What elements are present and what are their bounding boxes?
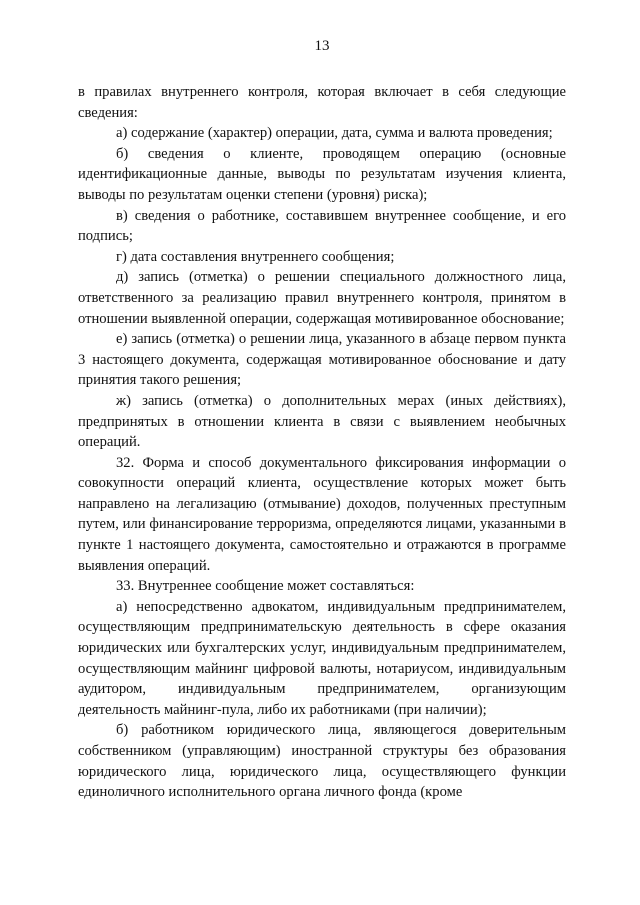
paragraph-clause-33-item-b: б) работником юридического лица, являющегося доверительным собственником (управляющим) иностранной структуры без образования юридического лица, юридического лица, осуществляющего функции единоличного исполнительного органа личного фонда (кроме xyxy=(78,722,566,801)
page-number: 13 xyxy=(314,38,330,54)
paragraph-item-b: б) сведения о клиенте, проводящем операцию (основные идентификационные данные, выводы по результатам изучения клиента, выводы по результатам оценки степени (уровня) риска); xyxy=(78,145,566,203)
paragraph-clause-33: 33. Внутреннее сообщение может составляться: xyxy=(116,578,415,595)
paragraph-item-e: е) запись (отметка) о решении лица, указанного в абзаце первом пункта 3 настоящего документа, содержащая мотивированное обоснование и дату принятия такого решения; xyxy=(78,331,566,389)
paragraph-item-d: д) запись (отметка) о решении специального должностного лица, ответственного за реализацию правил внутреннего контроля, принятом в отношении выявленной операции, содержащая мотивированное обоснование; xyxy=(78,269,566,327)
paragraph-item-g: г) дата составления внутреннего сообщения; xyxy=(116,248,395,265)
paragraph-item-v: в) сведения о работнике, составившем внутреннее сообщение, и его подпись; xyxy=(78,207,566,245)
document-body xyxy=(78,82,566,803)
paragraph-clause-33-item-a: а) непосредственно адвокатом, индивидуальным предпринимателем, осуществляющим предпринимательскую деятельность в сфере оказания юридических или бухгалтерских услуг, индивидуальным предпринимателем, осуществляющим майнинг цифровой валюты, нотариусом, индивидуальным аудитором, индивидуальным предпринимателем, организующим деятельность майнинг-пула, либо их работниками (при наличии); xyxy=(78,598,566,718)
paragraph-clause-32: 32. Форма и способ документального фиксирования информации о совокупности операций клиента, осуществление которых может быть направлено на легализацию (отмывание) доходов, полученных преступным путем, или финансирование терроризма, определяются лицами, указанными в пункте 1 настоящего документа, самостоятельно и отражаются в программе выявления операций. xyxy=(78,454,566,574)
paragraph-item-a: а) содержание (характер) операции, дата, сумма и валюта проведения; xyxy=(116,125,553,142)
paragraph-item-zh: ж) запись (отметка) о дополнительных мерах (иных действиях), предпринятых в отношении клиента в связи с выявлением необычных операций. xyxy=(78,392,566,451)
paragraph-continuation: в правилах внутреннего контроля, которая включает в себя следующие сведения: xyxy=(78,84,566,121)
